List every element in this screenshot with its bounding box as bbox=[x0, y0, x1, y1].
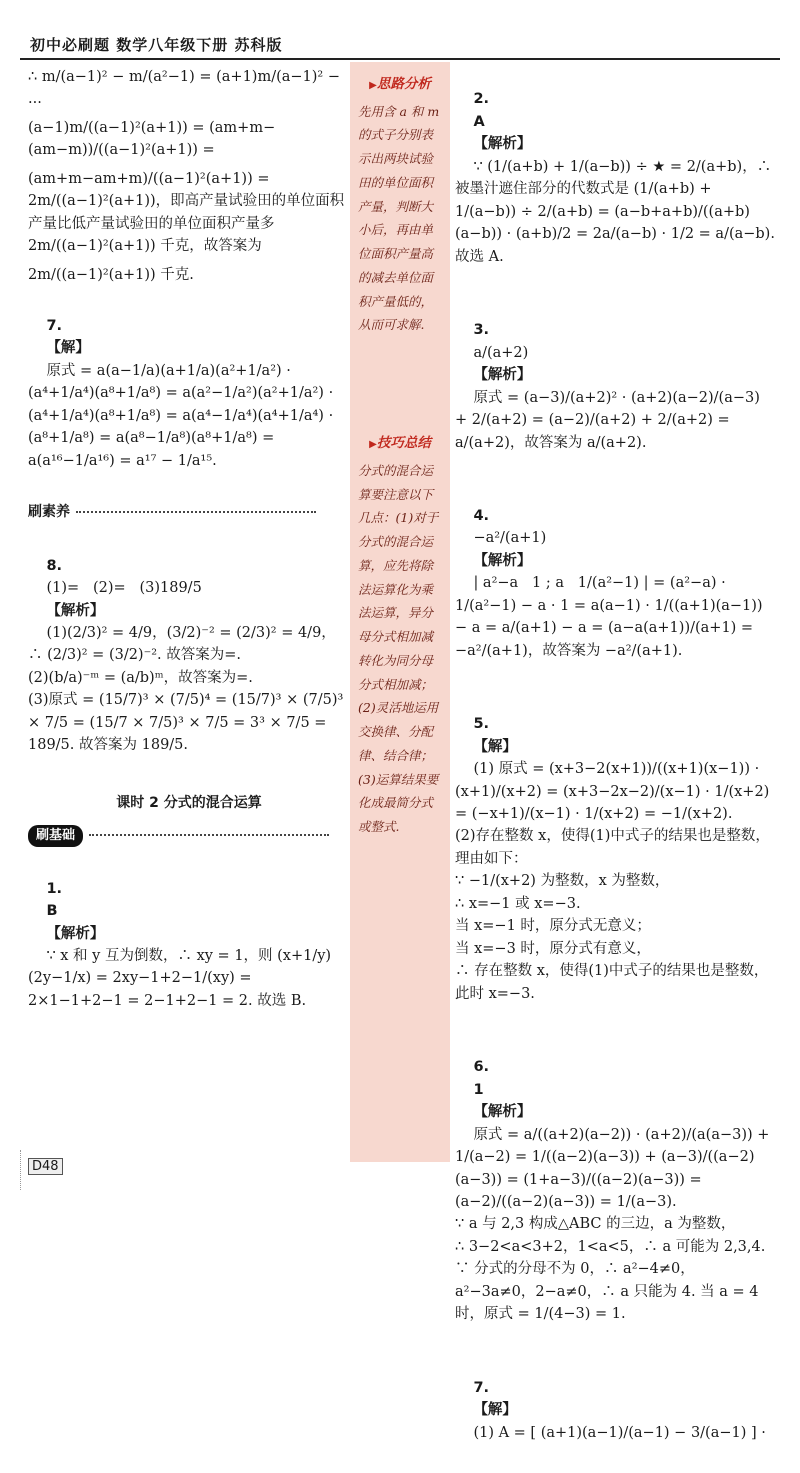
continued-solution-line-1: ∴ m/(a−1)² − m/(a²−1) = (a+1)m/(a−1)² − ... bbox=[28, 69, 345, 108]
page-number: D48 bbox=[28, 1158, 63, 1175]
question-4 bbox=[455, 482, 775, 684]
answer: a/(a+2) bbox=[473, 344, 529, 361]
analysis-tag: 【解析】 bbox=[46, 924, 105, 942]
section-divider bbox=[76, 511, 316, 513]
question-8 bbox=[28, 532, 350, 779]
section-label: 刷素养 bbox=[28, 504, 70, 521]
analysis-text: 原式 = a/((a+2)(a−2)) · (a+2)/(a(a−3)) + 1/(a−2) = 1/((a−2)(a−3)) + (a−3)/((a−2)(a−3)) = (1+a−3)/((a−2)(a−3)) = (a−2)/((a−2)(a−3)) = 1/(a−3). ∵ a 与 2,3 构成△ABC 的三边，a 为整数， ∴ 3−2<a<3+2，1<a<5，∴ a 可能为 2,3,4. ∵ 分式的分母不为 0，∴ a²−4≠0，a²−3a≠0，2−a≠0，∴ a 只能为 4. 当 a = 4 时，原式 = 1/(4−3) = 1. bbox=[455, 1126, 770, 1323]
section-divider bbox=[89, 834, 329, 836]
question-number: 1. bbox=[46, 880, 63, 897]
tips-sidebar bbox=[350, 62, 450, 1162]
question-7 bbox=[28, 292, 350, 494]
question-number: 4. bbox=[473, 507, 490, 524]
question-7-part-2 bbox=[455, 1354, 775, 1466]
question-6 bbox=[455, 1034, 775, 1349]
section-badge: 刷基础 bbox=[28, 825, 83, 847]
solution-text: (1) 原式 = (x+3−2(x+1))/((x+1)(x−1)) · (x+1)/(x+2) = (x+3−2x−2)/(x−1) · 1/(x+2) = (−x+1)/(x−1) · 1/(x+2) = −1/(x+2). (2)存在整数 x，使得(1)中式子的结果也是整数，理由如下： ∵ −1/(x+2) 为整数，x 为整数， ∴ x=−1 或 x=−3. 当 x=−1 时，原分式无意义； 当 x=−3 时，原分式有意义， ∴ 存在整数 x，使得(1)中式子的结果也是整数，此时 x=−3. bbox=[455, 761, 770, 1002]
solution-tag: 【解】 bbox=[46, 339, 90, 357]
header-rule bbox=[20, 58, 780, 60]
page-header: 初中必刷题 数学八年级下册 苏科版 bbox=[30, 36, 283, 54]
analysis-tag: 【解析】 bbox=[473, 1103, 532, 1121]
section-suyang bbox=[28, 502, 350, 524]
question-number: 3. bbox=[473, 322, 490, 339]
analysis-tag: 【解析】 bbox=[473, 551, 532, 569]
question-2 bbox=[455, 66, 780, 291]
section-jichu bbox=[28, 825, 350, 847]
continued-solution-line-4: 2m/((a−1)²(a+1)) 千克. bbox=[28, 266, 194, 283]
analysis-text: ∵ x 和 y 互为倒数，∴ xy = 1，则 (x+1/y)(2y−1/x) = 2xy−1+2−1/(xy) = 2×1−1+2−1 = 2−1+2−1 = 2. 故选 B. bbox=[28, 947, 332, 1009]
tip-heading-approach: ▶ 思路分析 bbox=[358, 72, 442, 98]
analysis-tag: 【解析】 bbox=[473, 366, 532, 384]
question-number: 7. bbox=[46, 317, 63, 334]
continued-solution-line-2: (a−1)m/((a−1)²(a+1)) = (am+m−(am−m))/((a−1)²(a+1)) = bbox=[28, 119, 276, 159]
question-number: 2. bbox=[473, 91, 490, 108]
tip-heading-summary: ▶ 技巧总结 bbox=[358, 431, 442, 457]
question-1 bbox=[28, 855, 350, 1035]
lesson-title: 课时 2 分式的混合运算 bbox=[116, 795, 262, 812]
question-number: 8. bbox=[46, 557, 63, 574]
tip-text-summary: 分式的混合运算要注意以下几点：(1)对于分式的混合运算，应先将除法运算化为乘法运算，异分母分式相加减转化为同分母分式相加减；(2)灵活地运用交换律、分配律、结合律；(3)运算结果要化成最简分式或整式. bbox=[358, 462, 439, 835]
answer: A bbox=[473, 113, 485, 130]
question-number: 6. bbox=[473, 1059, 490, 1076]
solution-tag: 【解】 bbox=[473, 737, 517, 755]
question-3 bbox=[455, 297, 775, 477]
right-column bbox=[455, 66, 780, 1473]
question-number: 7. bbox=[473, 1379, 490, 1396]
analysis-tag: 【解析】 bbox=[473, 135, 532, 153]
analysis-text: 原式 = (a−3)/(a+2)² · (a+2)(a−2)/(a−3) + 2/(a+2) = (a−2)/(a+2) + 2/(a+2) = a/(a+2)，故答案为 a/(a+2). bbox=[455, 389, 765, 451]
analysis-text: ∵ (1/(a+b) + 1/(a−b)) ÷ ★ = 2/(a+b)，∴ 被墨汁遮住部分的代数式是 (1/(a+b) + 1/(a−b)) ÷ 2/(a+b) = (a−b+a+b)/((a+b)(a−b)) · (a+b)/2 = 2a/(a−b) · 1/2 = a/(a−b). 故选 A. bbox=[455, 158, 780, 265]
answer: −a²/(a+1) bbox=[473, 530, 547, 547]
left-column bbox=[28, 66, 350, 1041]
tip-text-approach: 先用含 a 和 m 的式子分别表示出两块试验田的单位面积产量，判断大小后，再由单位面积产量高的减去单位面积产量低的，从而可求解. bbox=[358, 103, 440, 333]
solution-tag: 【解】 bbox=[473, 1401, 517, 1419]
solution-text: 原式 = a(a−1/a)(a+1/a)(a²+1/a²) · (a⁴+1/a⁴)(a⁸+1/a⁸) = a(a²−1/a²)(a²+1/a²) · (a⁴+1/a⁴)(a⁸+1/a⁸) = a(a⁴−1/a⁴)(a⁴+1/a⁴) · (a⁸+1/a⁸) = a(a⁸−1/a⁸)(a⁸+1/a⁸) = a(a¹⁶−1/a¹⁶) = a¹⁷ − 1/a¹⁵. bbox=[28, 362, 338, 469]
analysis-text: | a²−a 1 ; a 1/(a²−1) | = (a²−a) · 1/(a²−1) − a · 1 = a(a−1) · 1/((a+1)(a−1)) − a = a/(a+1) − a = (a−a(a+1))/(a+1) = −a²/(a+1)，故答案为 −a²/(a+1). bbox=[455, 575, 768, 659]
continued-solution-line-3: (am+m−am+m)/((a−1)²(a+1)) = 2m/((a−1)²(a+1))，即高产量试验田的单位面积产量比低产量试验田的单位面积产量多 2m/((a−1)²(a+1)) 千克，故答案为 bbox=[28, 170, 345, 255]
answer: B bbox=[46, 903, 58, 920]
question-5 bbox=[455, 691, 775, 1028]
page-corner-mark bbox=[20, 1150, 25, 1190]
analysis-text: (1)(2/3)² = 4/9，(3/2)⁻² = (2/3)² = 4/9，∴ (2/3)² = (3/2)⁻². 故答案为=. (2)(b/a)⁻ᵐ = (a/b)ᵐ，故答案为=. (3)原式 = (15/7)³ × (7/5)⁴ = (15/7)³ × (7/5)³ × 7/5 = (15/7 × 7/5)³ × 7/5 = 3³ × 7/5 = 189/5. 故答案为 189/5. bbox=[28, 625, 344, 754]
analysis-tag: 【解析】 bbox=[46, 601, 105, 619]
answer: (1)= (2)= (3)189/5 bbox=[46, 580, 202, 597]
question-number: 5. bbox=[473, 716, 490, 733]
answer: 1 bbox=[473, 1081, 484, 1098]
solution-text: (1) A = [ (a+1)(a−1)/(a−1) − 3/(a−1) ] · bbox=[473, 1424, 766, 1441]
